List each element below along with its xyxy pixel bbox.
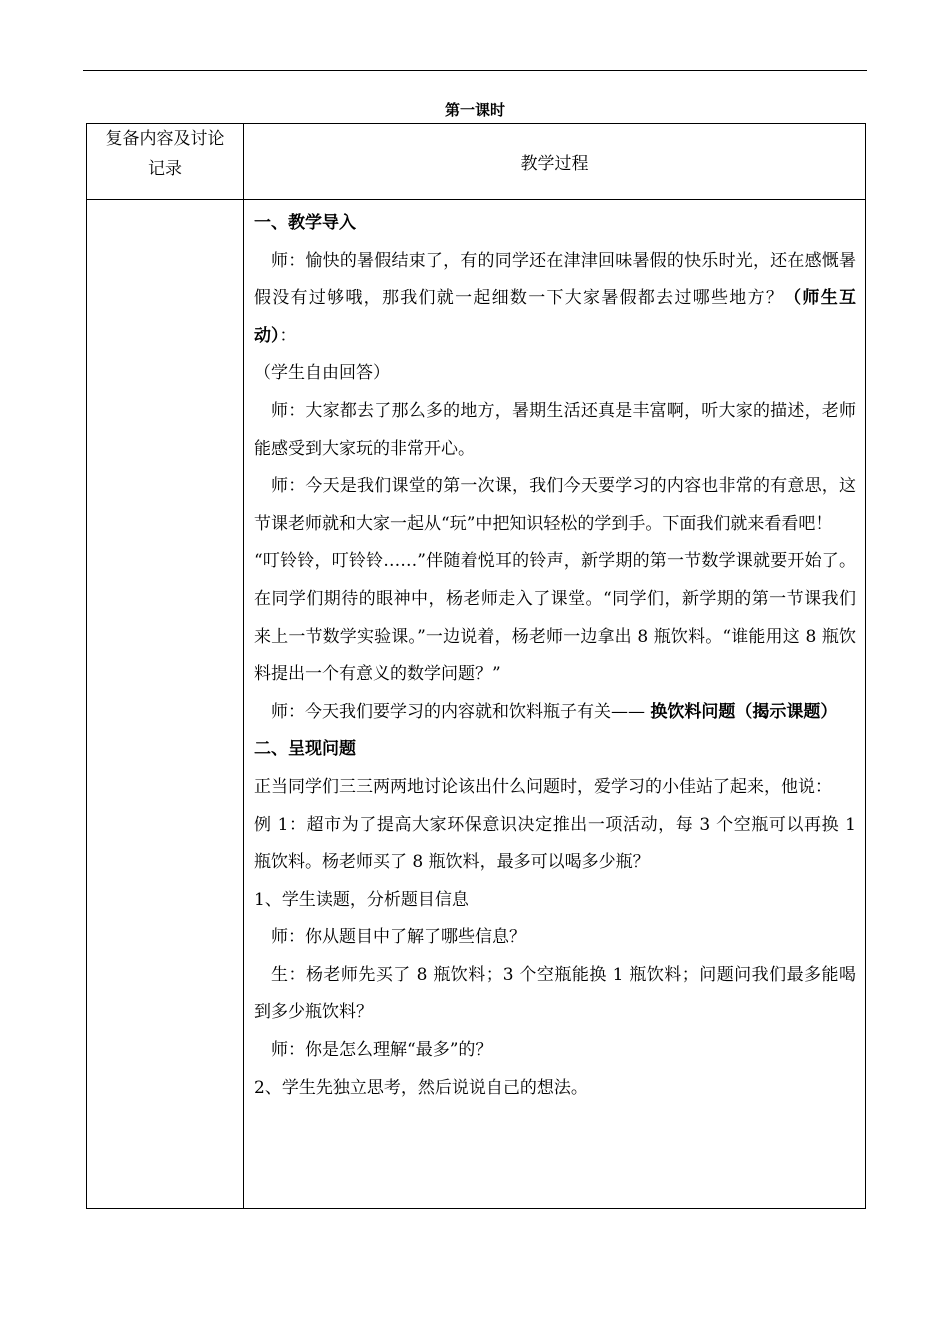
paragraph-13: 2、学生先独立思考，然后说说自己的想法。	[254, 1077, 588, 1098]
table-header-row	[87, 124, 866, 200]
header-notes-line1: 复备内容及讨论	[105, 129, 225, 149]
paragraph-9: 1、学生读题，分析题目信息	[254, 889, 469, 910]
paragraph-3: 师：大家都去了那么多的地方，暑期生活还真是丰富啊，听大家的描述，老师能感受到大家玩的非常开心。	[254, 400, 856, 459]
paragraph-1	[254, 243, 856, 356]
page-title: 第一课时	[444, 101, 505, 119]
paragraph-4: 师：今天是我们课堂的第一次课，我们今天要学习的内容也非常的有意思，这节课老师就和大家一起从“玩”中把知识轻松的学到手。下面我们就来看看吧！	[254, 476, 856, 534]
paragraph-2: （学生自由回答）	[254, 363, 390, 384]
notes-cell	[87, 200, 244, 1209]
header-rule	[83, 70, 867, 71]
section-heading-problem: 二、呈现问题	[254, 739, 356, 760]
header-process-cell: 教学过程	[244, 124, 866, 200]
paragraph-7: 正当同学们三三两两地讨论该出什么问题时，爱学习的小佳站了起来，他说：	[254, 776, 832, 797]
paragraph-8: 例 1：超市为了提高大家环保意识决定推出一项活动，每 3 个空瓶可以再换 1 瓶饮料。杨老师买了 8 瓶饮料，最多可以喝多少瓶？	[254, 814, 856, 873]
paragraph-5: “叮铃铃，叮铃铃……”伴随着悦耳的铃声，新学期的第一节数学课就要开始了。在同学们期待的眼神中，杨老师走入了课堂。“同学们，新学期的第一节课我们来上一节数学实验课。”一边说着，杨老师一边拿出 8 瓶饮料。“谁能用这 8 瓶饮料提出一个有意义的数学问题？”	[254, 551, 856, 685]
paragraph-1-bold: （师生互动）	[254, 288, 856, 346]
paragraph-6-text: 师：今天我们要学习的内容就和饮料瓶子有关——	[271, 701, 651, 722]
process-content	[244, 200, 865, 1107]
paragraph-6-bold: 换饮料问题（揭示课题）	[650, 701, 838, 722]
header-notes-cell	[87, 124, 244, 200]
header-notes-line2: 记录	[148, 159, 182, 179]
paragraph-10: 师：你从题目中了解了哪些信息？	[271, 927, 526, 948]
paragraph-12: 师：你是怎么理解“最多”的？	[271, 1040, 493, 1061]
paragraph-1-text: 师：愉快的暑假结束了，有的同学还在津津回味暑假的快乐时光，还在感慨暑假没有过够哦，那我们就一起细数一下大家暑假都去过哪些地方？	[254, 250, 856, 309]
paragraph-1-tail: ：	[279, 325, 297, 346]
paragraph-6	[254, 694, 856, 732]
lesson-plan-table	[86, 123, 866, 1209]
section-heading-intro: 一、教学导入	[254, 213, 356, 233]
process-cell	[244, 200, 866, 1209]
paragraph-11: 生：杨老师先买了 8 瓶饮料；3 个空瓶能换 1 瓶饮料；问题问我们最多能喝到多少瓶饮料？	[254, 964, 856, 1023]
table-body-row	[87, 200, 866, 1209]
